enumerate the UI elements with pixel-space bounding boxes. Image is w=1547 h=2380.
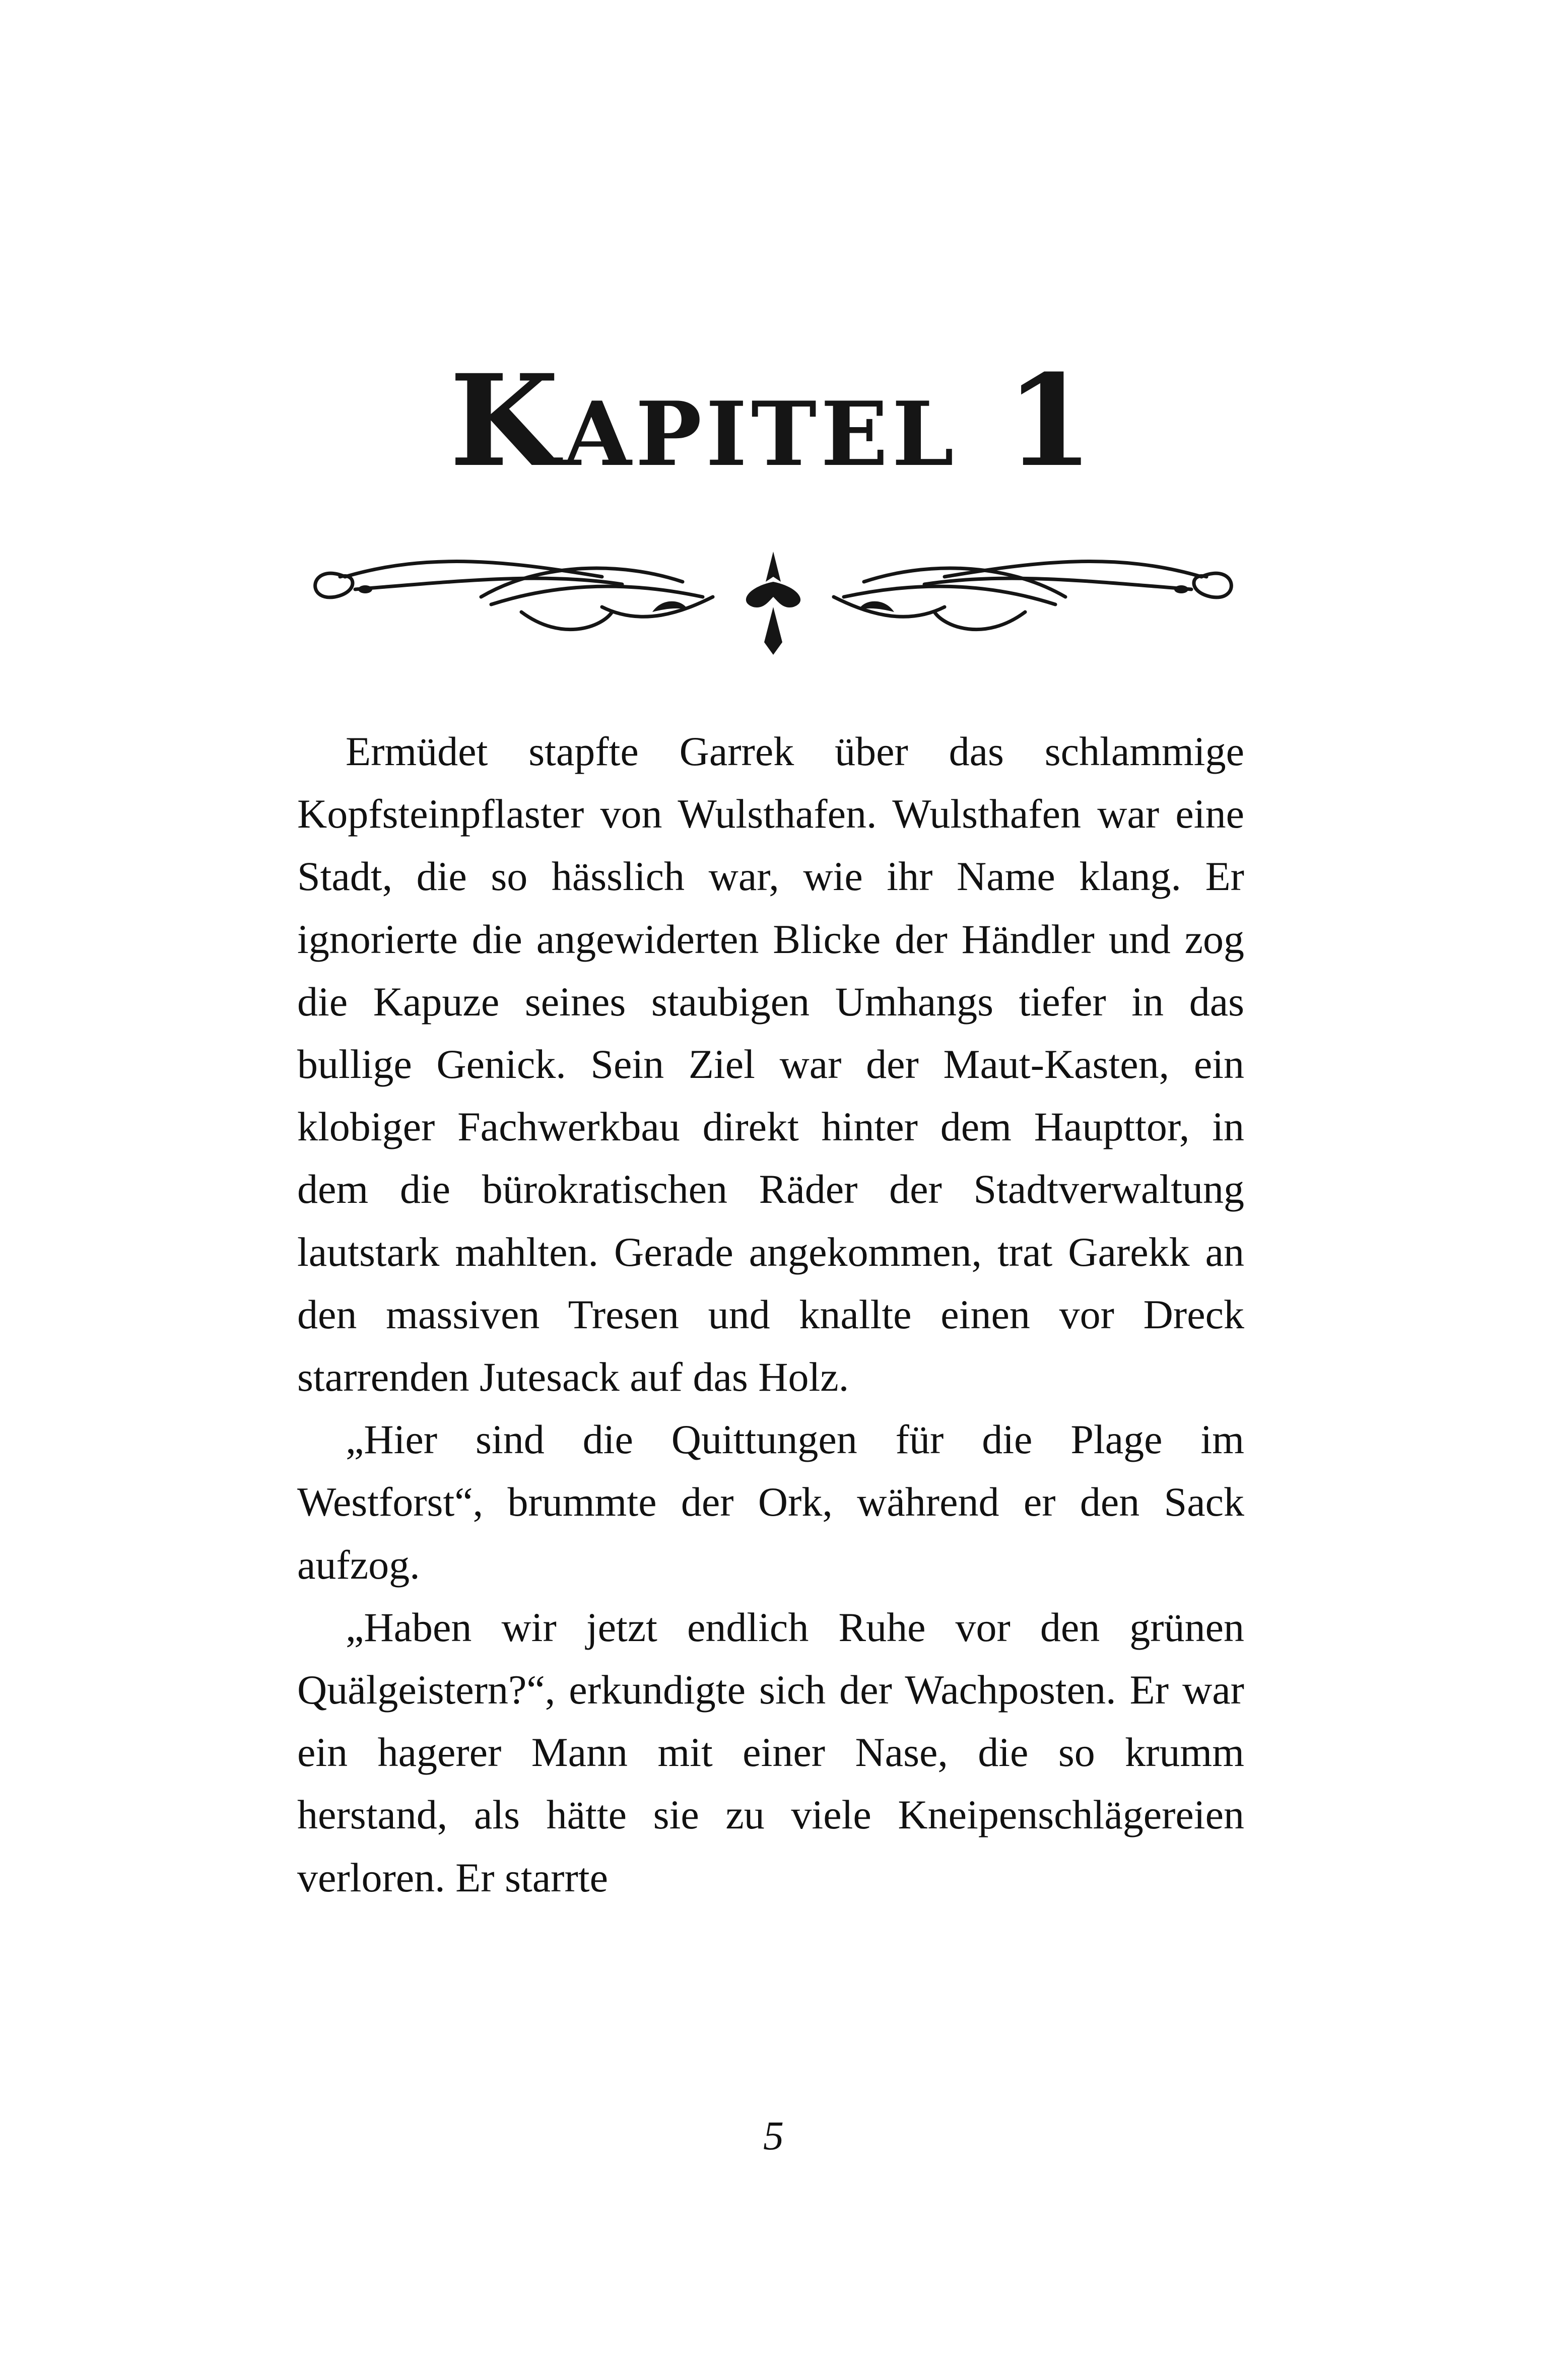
chapter-title: Kapitel 1 xyxy=(449,347,1098,495)
page-number: 5 xyxy=(763,2113,784,2158)
flourish-divider-icon xyxy=(300,541,1247,657)
chapter-body xyxy=(297,720,1244,1909)
paragraph: „Hier sind die Quittungen für die Plage im Westforst“, brummte der Ork, während er den Sack aufzog. xyxy=(297,1416,1244,1588)
paragraph: „Haben wir jetzt endlich Ruhe vor den grünen Quälgeistern?“, erkundigte sich der Wachposten. Er war ein hagerer Mann mit einer Nase, die so krumm herstand, als hätte sie zu viele Kneipenschlägereien verloren. Er starrte xyxy=(297,1604,1244,1900)
paragraph: Ermüdet stapfte Garrek über das schlammige Kopfsteinpflaster von Wulsthafen. Wulsthafen war eine Stadt, die so hässlich war, wie ihr Name klang. Er ignorierte die angewiderten Blicke der Händler und zog die Kapuze seines staubigen Umhangs tiefer in das bullige Genick. Sein Ziel war der Maut-Kasten, ein klobiger Fachwerkbau direkt hinter dem Haupttor, in dem die bürokratischen Räder der Stadtverwaltung lautstark mahlten. Gerade angekommen, trat Garekk an den massiven Tresen und knallte einen vor Dreck starrenden Jutesack auf das Holz. xyxy=(297,728,1244,1400)
